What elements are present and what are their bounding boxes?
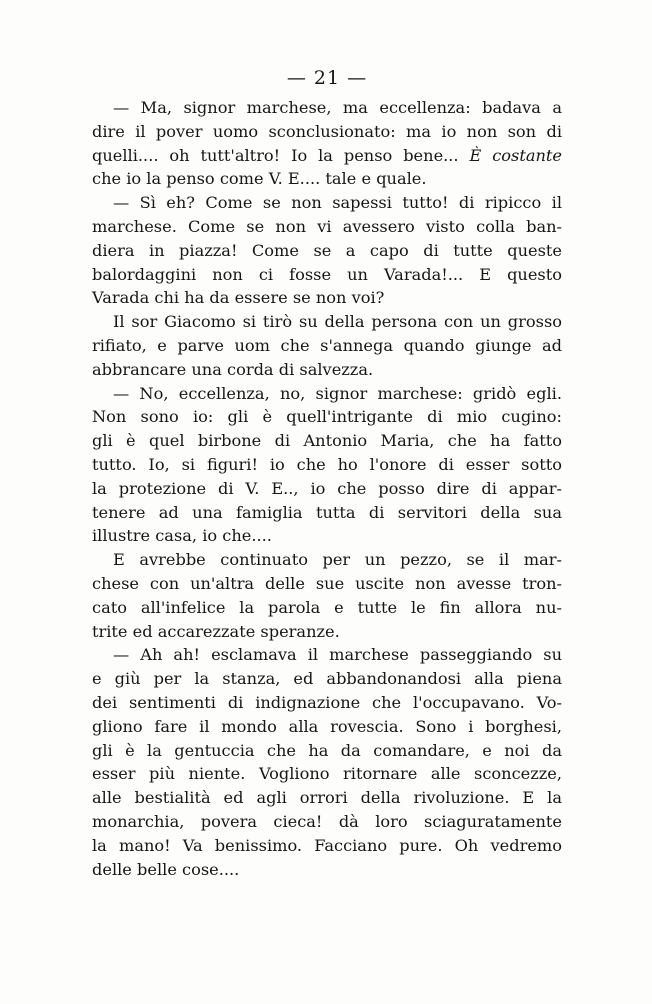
text-line: esser più niente. Vogliono ritornare alle sconcezze,	[92, 764, 562, 784]
text-line: e giù per la stanza, ed abbandonandosi alla piena	[92, 669, 562, 689]
text-line: illustre casa, io che....	[92, 526, 272, 546]
text-line: Varada chi ha da essere se non voi?	[92, 288, 385, 308]
text-line: — Sì eh? Come se non sapessi tutto! di ripicco il	[113, 193, 562, 213]
page-number: — 21 —	[286, 67, 368, 89]
text-line: la mano! Va benissimo. Facciano pure. Oh vedremo	[92, 835, 562, 855]
text-line: — No, eccellenza, no, signor marchese: gridò egli.	[113, 383, 562, 403]
book-page	[92, 64, 562, 881]
text-line: cato all'infelice la parola e tutte le fin allora nu-	[92, 597, 562, 617]
text-line: che io la penso come V. E.... tale e quale.	[92, 169, 427, 189]
text-line: — Ah ah! esclamava il marchese passeggiando su	[113, 645, 562, 665]
body-text	[92, 96, 562, 881]
text-line: delle belle cose....	[92, 859, 240, 879]
text-line: abbrancare una corda di salvezza.	[92, 359, 374, 379]
text-line: tutto. Io, si figuri! io che ho l'onore di esser sotto	[92, 454, 562, 474]
text-line: alle bestialità ed agli orrori della rivoluzione. E la	[92, 788, 562, 808]
text-line: quelli.... oh tutt'altro! Io la penso bene... È costante	[92, 145, 563, 165]
text-line: Non sono io: gli è quell'intrigante di mio cugino:	[92, 407, 562, 427]
text-line: chese con un'altra delle sue uscite non avesse tron-	[92, 573, 562, 593]
paragraph	[92, 382, 562, 549]
text-line: — Ma, signor marchese, ma eccellenza: badava a	[113, 98, 562, 117]
text-line: dei sentimenti di indignazione che l'occupavano. Vo-	[92, 692, 562, 712]
text-line: trite ed accarezzate speranze.	[92, 621, 340, 641]
text-line: tenere ad una famiglia tutta di servitori della sua	[92, 502, 562, 522]
paragraph	[92, 643, 562, 881]
text-line: dire il pover uomo sconclusionato: ma io non son di	[92, 121, 562, 141]
text-line: rifiato, e parve uom che s'annega quando giunge ad	[92, 335, 562, 355]
text-line: E avrebbe continuato per un pezzo, se il mar-	[113, 550, 562, 570]
text-line: la protezione di V. E.., io che posso dire di appar-	[92, 478, 562, 498]
text-line: gli è la gentuccia che ha da comandare, e noi da	[92, 740, 562, 760]
paragraph	[92, 548, 562, 643]
paragraph	[92, 191, 562, 310]
paragraph	[92, 310, 562, 381]
text-line: balordaggini non ci fosse un Varada!... E questo	[92, 264, 562, 284]
text-line: marchese. Come se non vi avessero visto colla ban-	[92, 216, 562, 236]
text-line: Il sor Giacomo si tirò su della persona con un grosso	[113, 312, 562, 332]
paragraph	[92, 96, 562, 191]
text-line: monarchia, povera cieca! dà loro sciaguratamente	[92, 811, 562, 831]
text-line: diera in piazza! Come se a capo di tutte queste	[92, 240, 562, 260]
text-line: gli è quel birbone di Antonio Maria, che ha fatto	[92, 431, 562, 451]
text-line: gliono fare il mondo alla rovescia. Sono i borghesi,	[92, 716, 562, 736]
